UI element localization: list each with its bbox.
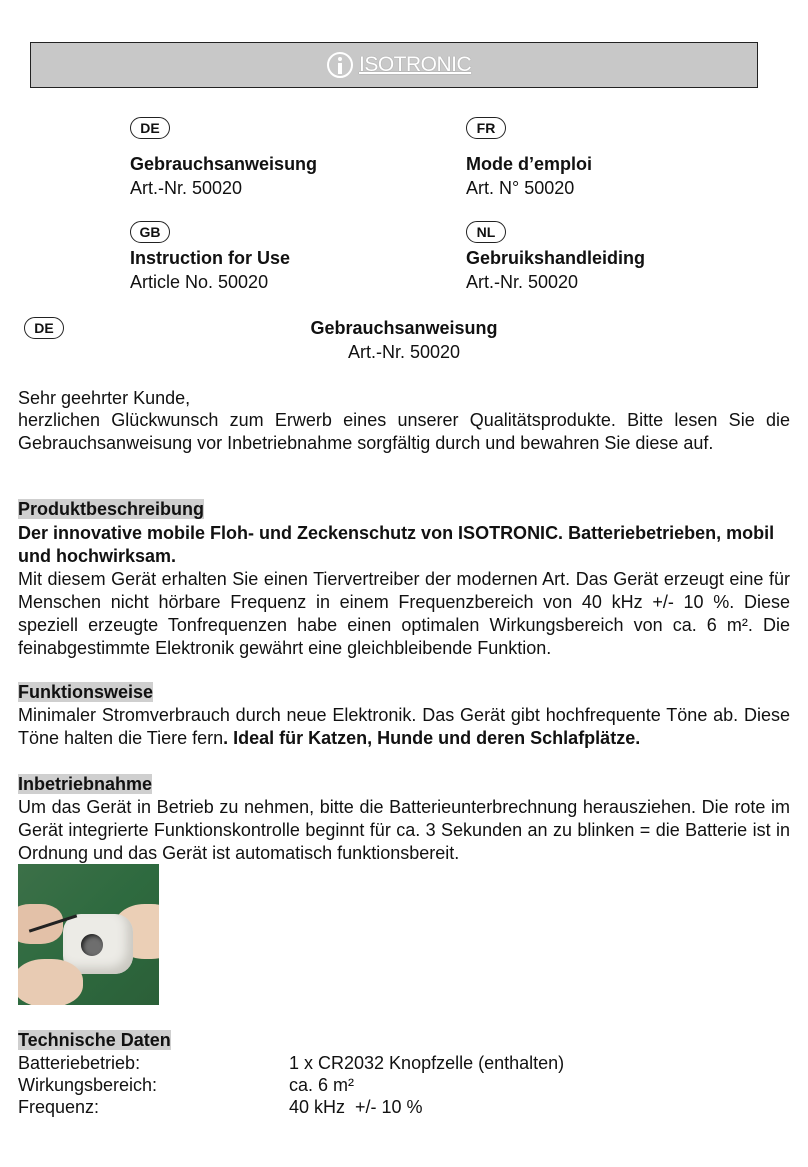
language-article-fr: Art. N° 50020 bbox=[466, 178, 575, 198]
produktbeschreibung-text: Mit diesem Gerät erhalten Sie einen Tiervertreiber der modernen Art. Das Gerät erzeugt eine für Menschen nicht hörbare Frequenz in einem Frequenzbereich von 40 kHz +/- 10 %. Diese speziell erzeugte Tonfrequenzen habe einen optimalen Wirkungsbereich von ca. 6 m². Die feinabgestimmte Elektronik gewährt eine gleichbleibende Funktion. bbox=[18, 569, 790, 658]
heading-produktbeschreibung-label: Produktbeschreibung bbox=[18, 499, 205, 519]
heading-inbetriebnahme-label: Inbetriebnahme bbox=[18, 774, 153, 794]
section-language-badge: DE bbox=[24, 317, 64, 339]
section-title: Gebrauchsanweisung bbox=[310, 318, 498, 338]
product-photo bbox=[18, 864, 159, 1005]
spec-value-frequenz: 40 kHz +/- 10 % bbox=[289, 1097, 423, 1117]
isotronic-logo-icon bbox=[327, 52, 353, 78]
spec-value-wirkungsbereich: ca. 6 m² bbox=[289, 1075, 355, 1095]
language-badge-fr: FR bbox=[466, 117, 506, 139]
inbetriebnahme-text: Um das Gerät in Betrieb zu nehmen, bitte die Batterieunterbrechnung herausziehen. Die rote im Gerät integrierte Funktionskontrolle beginnt für ca. 3 Sekunden an zu blinken = die Batterie ist in Ordnung und das Gerät ist automatisch funktionsbereit. bbox=[18, 797, 790, 863]
header-bar bbox=[30, 42, 758, 88]
language-badge-gb: GB bbox=[130, 221, 170, 243]
produktbeschreibung-lead: Der innovative mobile Floh- und Zeckenschutz von ISOTRONIC. Batteriebetrieben, mobil und hochwirksam. bbox=[18, 523, 775, 566]
brand-logo bbox=[327, 50, 471, 80]
spec-label-wirkungsbereich: Wirkungsbereich: bbox=[18, 1075, 158, 1095]
language-article-de: Art.-Nr. 50020 bbox=[130, 178, 243, 198]
spec-label-batteriebetrieb: Batteriebetrieb: bbox=[18, 1053, 141, 1073]
heading-funktionsweise bbox=[18, 681, 790, 704]
heading-funktionsweise-label: Funktionsweise bbox=[18, 682, 154, 702]
funktionsweise-body: Minimaler Stromverbrauch durch neue Elektronik. Das Gerät gibt hochfrequente Töne ab. Diese Töne halten die Tiere fern bbox=[18, 705, 790, 748]
language-title-gb: Instruction for Use bbox=[130, 248, 291, 268]
funktionsweise-highlight: . Ideal für Katzen, Hunde und deren Schlafplätze. bbox=[223, 728, 641, 748]
brand-name: ISOTRONIC bbox=[359, 53, 472, 76]
language-title-nl: Gebruikshandleiding bbox=[466, 248, 646, 268]
greeting: Sehr geehrter Kunde, bbox=[18, 388, 191, 408]
language-badge-nl: NL bbox=[466, 221, 506, 243]
heading-inbetriebnahme bbox=[18, 773, 790, 796]
language-title-de: Gebrauchsanweisung bbox=[130, 154, 318, 174]
language-article-nl: Art.-Nr. 50020 bbox=[466, 272, 579, 292]
language-article-gb: Article No. 50020 bbox=[130, 272, 269, 292]
spec-label-frequenz: Frequenz: bbox=[18, 1097, 100, 1117]
heading-produktbeschreibung bbox=[18, 498, 790, 521]
section-article: Art.-Nr. 50020 bbox=[347, 342, 461, 362]
language-title-fr: Mode d’emploi bbox=[466, 154, 592, 174]
heading-technische-daten bbox=[18, 1029, 790, 1052]
spec-value-batteriebetrieb: 1 x CR2032 Knopfzelle (enthalten) bbox=[289, 1053, 565, 1073]
language-badge-de: DE bbox=[130, 117, 170, 139]
heading-technische-daten-label: Technische Daten bbox=[18, 1030, 171, 1050]
funktionsweise-text bbox=[18, 704, 790, 750]
intro-text: herzlichen Glückwunsch zum Erwerb eines unserer Qualitätsprodukte. Bitte lesen Sie die Gebrauchsanweisung vor Inbetriebnahme sorgfältig durch und bewahren Sie diese auf. bbox=[18, 410, 790, 453]
